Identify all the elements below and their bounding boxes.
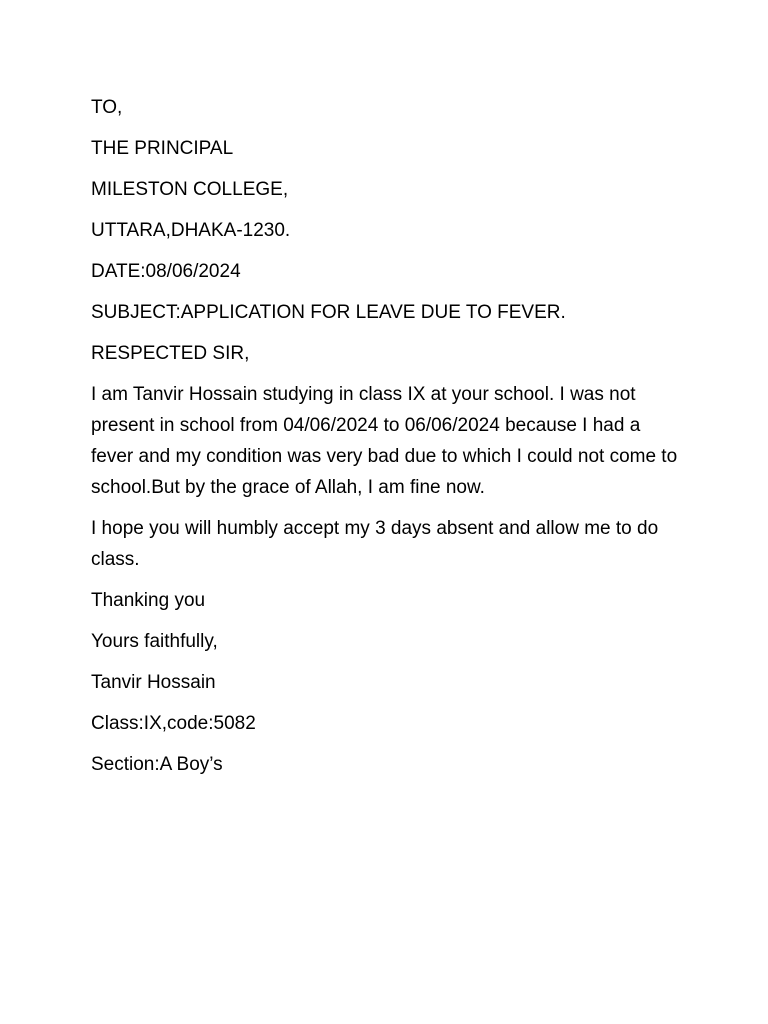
to-line: TO, (91, 97, 123, 118)
letter-date: DATE:08/06/2024 (91, 261, 241, 282)
valediction: Yours faithfully, (91, 631, 218, 652)
recipient-title: THE PRINCIPAL (91, 138, 234, 159)
institution-name: MILESTON COLLEGE, (91, 179, 289, 200)
letter-subject: SUBJECT:APPLICATION FOR LEAVE DUE TO FEVER. (91, 302, 566, 323)
class-code: Class:IX,code:5082 (91, 713, 256, 734)
leave-application-letter (91, 92, 681, 790)
section-line: Section:A Boy’s (91, 754, 223, 775)
body-paragraph-2: I hope you will humbly accept my 3 days absent and allow me to do class. (91, 518, 659, 570)
salutation: RESPECTED SIR, (91, 343, 250, 364)
closing-thanks: Thanking you (91, 590, 206, 611)
institution-address: UTTARA,DHAKA-1230. (91, 220, 291, 241)
body-paragraph-1: I am Tanvir Hossain studying in class IX at your school. I was not present in school from 04/06/2024 to 06/06/2024 because I had a fever and my condition was very bad due to which I could not come to school.But by the grace of Allah, I am fine now. (91, 384, 678, 498)
signature-name: Tanvir Hossain (91, 672, 216, 693)
